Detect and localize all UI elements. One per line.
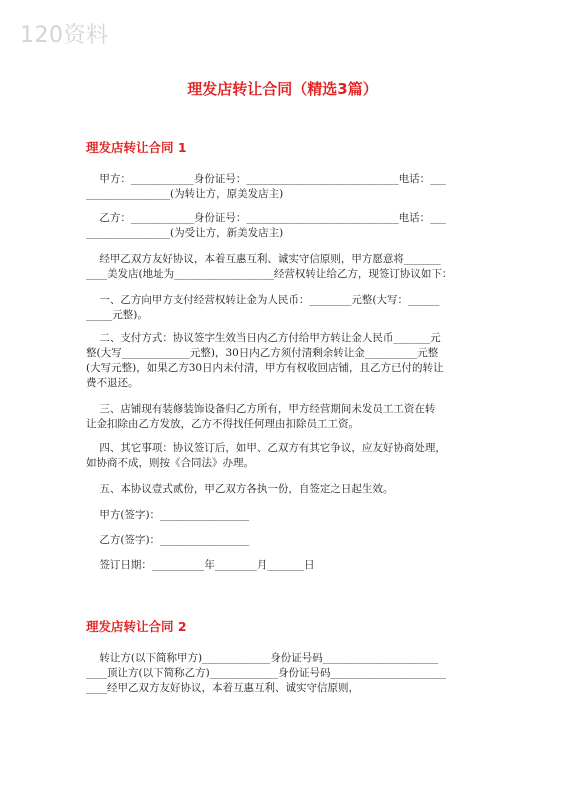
clause-4-line-2: 如协商不成，则按《合同法》办理。 bbox=[86, 457, 254, 469]
document-title: 理发店转让合同（精选3篇） bbox=[187, 80, 378, 98]
signing-date: 签订日期：__________年________月_______日 bbox=[86, 559, 315, 571]
party-a-signature: 甲方(签字)：_________________ bbox=[86, 509, 250, 521]
party-a-line: 甲方：____________身份证号：_____________________________电话：___ bbox=[86, 173, 446, 185]
clause-2-line-1: 二、支付方式：协议签字生效当日内乙方付给甲方转让金人民币_______元 bbox=[86, 332, 441, 344]
party-b-line: 乙方：____________身份证号：_____________________________电话：___ bbox=[86, 212, 446, 224]
section-2-intro-line: ____经甲乙双方友好协议，本着互惠互利、诚实守信原则， bbox=[86, 682, 359, 694]
transferor-line: 转让方(以下简称甲方)_____________身份证号码______________________ bbox=[86, 652, 439, 664]
clause-2-line-3: (大写元整)，如果乙方30日内未付清，甲方有权收回店铺，且乙方已付的转让 bbox=[86, 362, 444, 374]
intro-paragraph-line-1: 经甲乙双方友好协议，本着互惠互利、诚实守信原则，甲方愿意将_______ bbox=[86, 253, 441, 265]
transferee-line: ____顶让方(以下简称乙方)_____________身份证号码______________________ bbox=[86, 667, 446, 679]
watermark: 120资料 bbox=[20, 23, 109, 48]
clause-2-line-2: 整(大写_____________元整)，30日内乙方须付清剩余转让金__________元整 bbox=[86, 347, 439, 359]
clause-4-line-1: 四、其它事项：协议签订后，如甲、乙双方有其它争议，应友好协商处理， bbox=[86, 442, 446, 454]
party-a-role: ________________(为转让方，原美发店主) bbox=[86, 188, 284, 200]
section-2-heading: 理发店转让合同 2 bbox=[86, 619, 187, 634]
clause-3-line-2: 让金扣除由乙方发放，乙方不得找任何理由扣除员工工资。 bbox=[86, 418, 359, 430]
clause-5-line: 五、本协议壹式贰份，甲乙双方各执一份，自签定之日起生效。 bbox=[86, 483, 394, 495]
clause-1-line-2: _____元整)。 bbox=[86, 309, 148, 321]
party-b-signature: 乙方(签字)：_________________ bbox=[86, 534, 250, 546]
intro-paragraph-line-2: ____美发店(地址为___________________经营权转让给乙方，现签订协议如下： bbox=[86, 268, 453, 280]
clause-2-line-4: 费不退还。 bbox=[86, 377, 139, 389]
clause-3-line-1: 三、店铺现有装修装饰设备归乙方所有，甲方经营期间未发员工工资在转 bbox=[86, 403, 436, 415]
party-b-role: ________________(为受让方，新美发店主) bbox=[86, 227, 284, 239]
section-1-heading: 理发店转让合同 1 bbox=[86, 140, 187, 155]
clause-1-line-1: 一、乙方向甲方支付经营权转让金为人民币：________元整(大写：______ bbox=[86, 294, 440, 306]
